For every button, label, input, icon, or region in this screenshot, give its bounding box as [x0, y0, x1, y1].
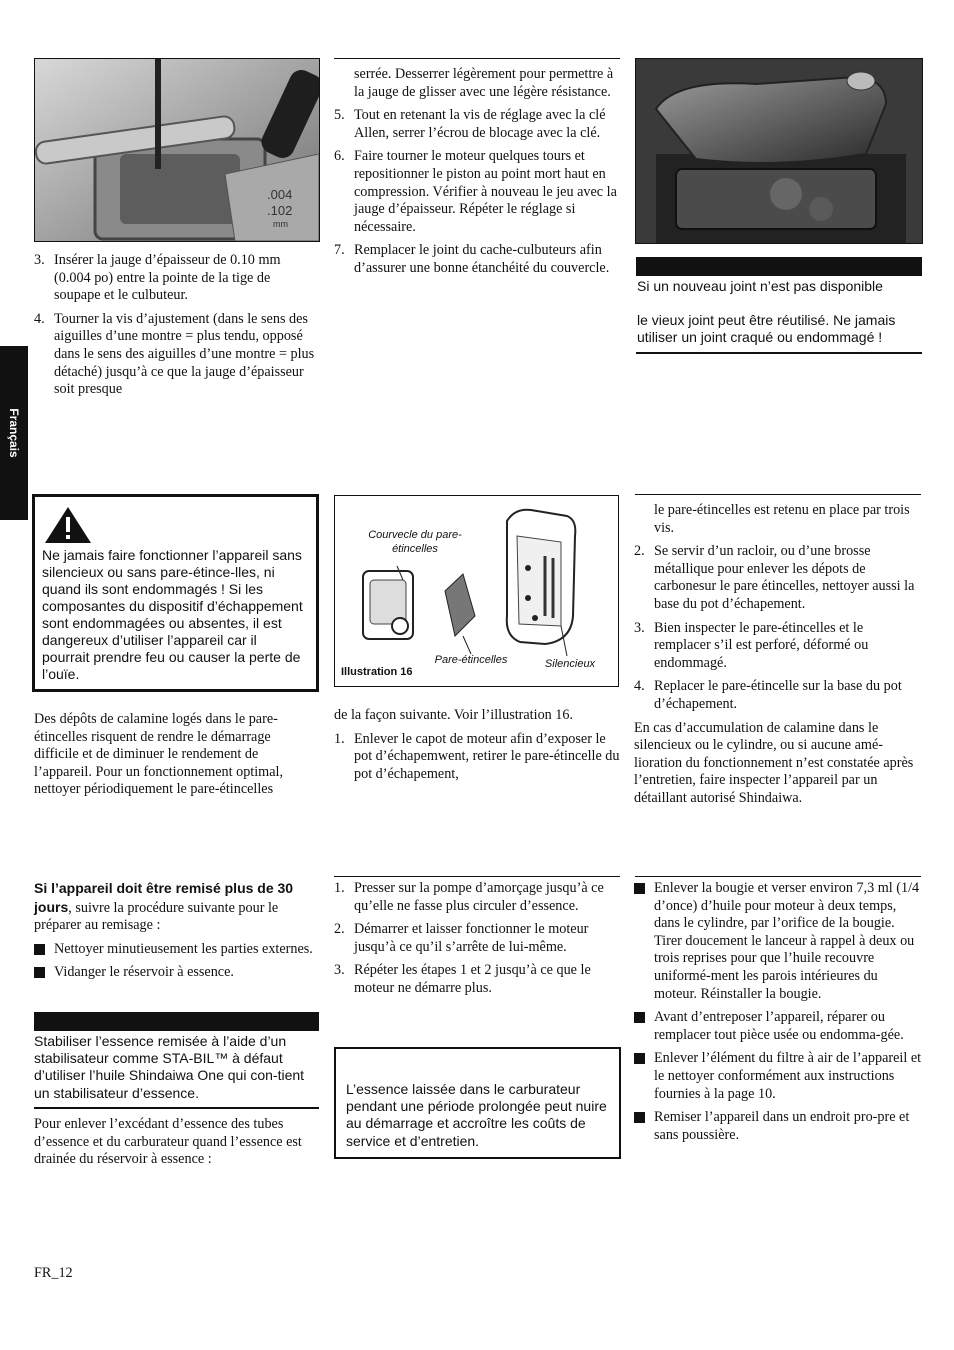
- list-item: 2. Se servir d’un racloir, ou d’une brosse métallique pour enlever les dépots de carbonesur le pare étincelles, nettoyer aussi la base du pot d’échapement.: [634, 543, 915, 612]
- language-tab: [0, 346, 28, 520]
- stabilizer-note-bottom-rule: [34, 1107, 319, 1109]
- list-item: Nettoyer minutieusement les parties externes.: [34, 941, 320, 959]
- procedure-lead: de la façon suivante. Voir l’illustration 16.: [334, 707, 574, 723]
- figure-16-box: [334, 495, 619, 687]
- col1-top-steps: [34, 252, 319, 405]
- gasket-note-header: [636, 257, 922, 276]
- rocker-cover-photo: [635, 58, 923, 244]
- list-item: 1. Enlever le capot de moteur afin d’exposer le pot d’échapemwent, retirer le pare-étincelle du pot d’échapement,: [334, 730, 620, 782]
- gasket-note: [637, 278, 922, 347]
- list-item: 5. Tout en retenant la vis de réglage avec la clé Allen, serrer l’écrou de blocage avec la clé.: [334, 107, 606, 141]
- gauge-marking: .004: [267, 187, 293, 202]
- valve-adjustment-photo: [34, 58, 320, 242]
- warning-box: [32, 494, 319, 692]
- list-item: 6. Faire tourner le moteur quelques tours et repositionner le piston au point mort haut en compression. Vérifier à nouveau le jeu avec la jauge d’épaisseur. Répéter le réglage si nécessaire.: [334, 148, 617, 235]
- carbon-deposit-paragraph: Des dépôts de calamine logés dans le pare-étincelles risquent de rendre le démarrage difficile et de diminuer le rendement de l’appareil. Pour un fonctionnement optimal, nettoyer périodiquement le pare-étincelles: [34, 711, 284, 798]
- caution-text: L’essence laissée dans le carburateur pendant une période prolongée peut nuire au démarrage et accroître les coûts de service et d’entretien.: [346, 1081, 607, 1149]
- muffler-label: Silencieux: [544, 658, 596, 670]
- list-item: 4. Replacer le pare-étincelle sur la base du pot d’échapement.: [634, 678, 902, 712]
- list-item: 3. Insérer la jauge d’épaisseur de 0.10 mm (0.004 po) entre la pointe de la tige de soupape et le culbuteur.: [34, 252, 281, 304]
- storage-lead-rest: , suivre la procédure suivante pour le préparer au remisage :: [34, 899, 279, 934]
- continued-paragraph: le pare-étincelles est retenu en place par trois vis.: [654, 502, 910, 536]
- rocker-cover-illustration: [636, 59, 922, 243]
- list-item: Remiser l’appareil dans un endroit pro-pre et sans poussière.: [634, 1109, 922, 1144]
- col2-top-text: [334, 66, 622, 284]
- valve-adjustment-illustration: [35, 59, 319, 241]
- svg-text:mm: mm: [273, 219, 288, 229]
- col2-bottom-rule: [334, 876, 620, 877]
- storage-lead-bold: Si l’appareil doit être remisé plus de 30 jours: [34, 880, 294, 915]
- language-tab-label: Français: [7, 408, 21, 458]
- col1-bottom-text: [34, 880, 320, 988]
- inspection-paragraph: En cas d’accumulation de calamine dans le silencieux ou le cylindre, ou si aucune amé-lioration du fonctionnement n’est constatée après l’entretien, faire inspecter l’appareil par un détaillant autorisé Shindaiwa.: [634, 719, 914, 806]
- list-item: Avant d’entreposer l’appareil, réparer ou remplacer tout pièce usée ou endomma-gée.: [634, 1009, 922, 1044]
- list-item: Vidanger le réservoir à essence.: [34, 964, 320, 982]
- list-item: 7. Remplacer le joint du cache-culbuteurs afin d’assurer une bonne étanchéité du couvercle.: [334, 242, 610, 276]
- list-item: Enlever l’élément du filtre à air de l’appareil et le nettoyer conformément aux instructions fournies à la page 10.: [634, 1050, 922, 1103]
- spark-arrester-screen-label: Pare-étincelles: [434, 654, 508, 666]
- continued-paragraph: serrée. Desserrer légèrement pour permettre à la jauge de glisser avec une légère résistance.: [354, 66, 614, 100]
- stabilizer-note-header: [34, 1012, 319, 1031]
- drain-paragraph: Pour enlever l’excédant d’essence des tubes d’essence et du carburateur quand l’essence est drainée du réservoir à essence :: [34, 1116, 302, 1168]
- list-item: 3. Répéter les étapes 1 et 2 jusqu’à ce que le moteur ne démarre plus.: [334, 962, 591, 996]
- list-item: 1. Presser sur la pompe d’amorçage jusqu’à ce qu’elle ne fasse plus circuler d’essence.: [334, 880, 604, 914]
- gasket-note-bottom-rule: [636, 352, 922, 354]
- col2-bottom-text: [334, 880, 622, 1004]
- col2-mid-text: [334, 707, 622, 789]
- col2-top-rule: [334, 58, 620, 59]
- figure-caption: Illustration 16: [341, 666, 413, 678]
- page-number: FR_12: [34, 1265, 73, 1281]
- warning-triangle-icon: [43, 505, 93, 545]
- caution-box: [334, 1047, 621, 1159]
- gasket-note-line2: le vieux joint peut être réutilisé. Ne jamais utiliser un joint craqué ou endommagé !: [637, 312, 896, 346]
- list-item: Enlever la bougie et verser environ 7,3 ml (1/4 d’once) d’huile pour moteur à deux temps, dans le cylindre, par l’orifice de la bougie. Tirer doucement le lanceur à rappel à deux ou trois reprises pour que l’huile recouvre uniformé-ment les parois intérieures du moteur. Réinstaller la bougie.: [634, 880, 922, 1003]
- gasket-note-line1: Si un nouveau joint n’est pas disponible: [637, 278, 883, 294]
- col3-mid-text: [634, 502, 922, 808]
- col3-bottom-text: [634, 880, 922, 1150]
- col3-bottom-rule: [635, 876, 921, 877]
- stabilizer-note: Stabiliser l’essence remisée à l’aide d’un stabilisateur comme STA-BIL™ à défaut d’utiliser l’huile Shindaiwa One qui con-tient un stabilisateur d’essence.: [34, 1033, 305, 1101]
- list-item: 4. Tourner la vis d’ajustement (dans le sens des aiguilles d’une montre = plus tendu, opposé dans le sens des aiguilles d’une montre = plus détaché) jusqu’à ce que la jauge d’épaisseur soit presque: [34, 310, 315, 398]
- spark-arrester-cover-label: Courvecle du pare-étincelles: [368, 529, 462, 555]
- col3-mid-rule: [635, 494, 921, 495]
- warning-text: Ne jamais faire fonctionner l’appareil sans silencieux ou sans pare-étince-lles, ni quand ils sont endommagés ! Si les composantes du dispositif d’échappement sont endommagées ou absentes, il est dangereux d’utiliser l’appareil car il pourrait prendre feu ou causer la perte de l’ouïe.: [42, 547, 303, 682]
- list-item: 2. Démarrer et laisser fonctionner le moteur jusqu’à ce qu’il s’arrête de lui-même.: [334, 921, 589, 955]
- storage-lead: [34, 880, 320, 935]
- svg-text:.102: .102: [267, 203, 293, 218]
- list-item: 3. Bien inspecter le pare-étincelles et le remplacer s’il est perforé, déformé ou endommagé.: [634, 619, 869, 671]
